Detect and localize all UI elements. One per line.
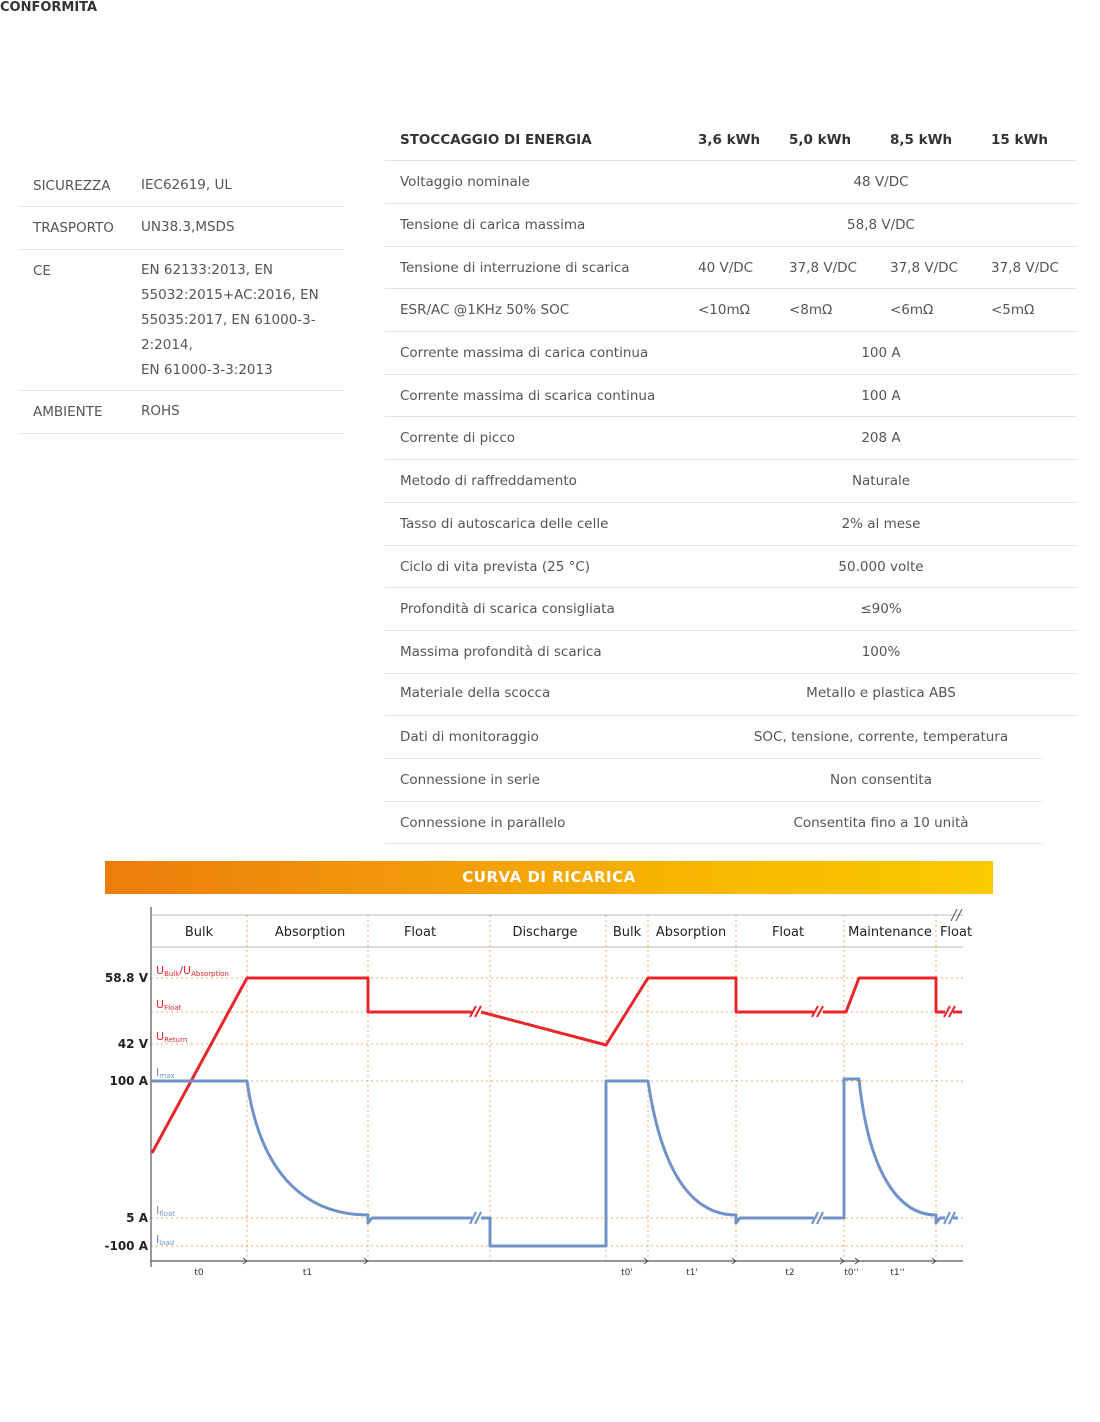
row-label: ESR/AC @1KHz 50% SOC — [400, 302, 570, 318]
series-label-sub: load — [159, 1239, 175, 1247]
grid-lines — [151, 915, 963, 1261]
series-label-main: I — [156, 1233, 160, 1246]
series-label-main: U — [156, 964, 165, 977]
row-value: <5mΩ — [991, 302, 1035, 318]
row-label: Connessione in serie — [400, 772, 540, 788]
series-label — [156, 998, 182, 1012]
row-label: Voltaggio nominale — [400, 174, 530, 190]
table-header-row — [385, 119, 1077, 161]
row-value: Naturale — [851, 473, 911, 489]
row-value: 100% — [861, 644, 901, 660]
series-label-sub: max — [159, 1072, 175, 1080]
row-label: Ciclo di vita prevista (25 °C) — [400, 559, 591, 575]
row-value: ≤90% — [860, 601, 902, 617]
y-axis-label: 100 A — [109, 1074, 148, 1088]
phase-label: Maintenance — [848, 925, 932, 940]
column-header: 3,6 kWh — [698, 132, 761, 148]
time-label: t2 — [785, 1268, 795, 1278]
table-row — [385, 247, 1077, 289]
series-label — [156, 1204, 175, 1218]
conformita-value: UN38.3,MSDS — [141, 219, 235, 235]
row-label: Massima profondità di scarica — [400, 644, 602, 660]
column-header: 15 kWh — [991, 132, 1048, 148]
series-label — [156, 1030, 187, 1044]
table-row — [385, 631, 1077, 674]
chart-title: CURVA DI RICARICA — [462, 868, 636, 886]
table-row — [385, 588, 1077, 631]
row-value: 58,8 V/DC — [847, 217, 915, 233]
row-value: Non consentita — [830, 772, 932, 788]
series-label-main: U — [156, 998, 165, 1011]
table-row — [385, 716, 1043, 759]
row-value: 50.000 volte — [838, 559, 924, 575]
phase-label: Float — [403, 925, 437, 940]
phase-label: Discharge — [512, 925, 578, 940]
series-label — [156, 964, 229, 978]
ce-line: 55032:2015+AC:2016, EN — [141, 287, 319, 303]
time-label: t0'' — [844, 1268, 859, 1278]
time-label: t1' — [686, 1268, 698, 1278]
ce-line: EN 61000-3-3:2013 — [141, 362, 273, 378]
ce-line: EN 62133:2013, EN — [141, 262, 273, 278]
series-label-main: I — [156, 1204, 160, 1217]
row-value: SOC, tensione, corrente, temperatura — [753, 729, 1009, 745]
row-value: 208 A — [861, 430, 901, 446]
y-axis-label: -100 A — [105, 1239, 148, 1253]
time-label: t1'' — [890, 1268, 905, 1278]
row-value: 48 V/DC — [853, 174, 909, 190]
row-label: Dati di monitoraggio — [400, 729, 539, 745]
table-row — [385, 460, 1077, 503]
row-label: Corrente di picco — [400, 430, 516, 446]
table-row — [385, 759, 1043, 802]
row-label: Corrente massima di scarica continua — [400, 388, 656, 404]
table-row — [385, 546, 1077, 588]
series-label-sub: Float — [164, 1004, 182, 1012]
phase-label: Bulk — [184, 925, 214, 940]
row-value: <6mΩ — [890, 302, 934, 318]
table-row — [385, 802, 1043, 844]
charging-curve-diagram — [105, 895, 985, 1285]
row-label: Tasso di autoscarica delle celle — [400, 516, 609, 532]
phase-label: Float — [771, 925, 805, 940]
series-label-main: U — [183, 964, 192, 977]
table-row — [385, 289, 1077, 332]
voltage-curve — [152, 978, 962, 1153]
conformita-row — [19, 165, 343, 207]
conformita-value: IEC62619, UL — [141, 177, 232, 193]
conformita-row — [19, 391, 343, 434]
ce-line: 55035:2017, EN 61000-3- — [141, 312, 316, 328]
ce-line: 2:2014, — [141, 337, 193, 353]
phase-label: Float — [939, 925, 973, 940]
column-header: 8,5 kWh — [890, 132, 953, 148]
time-label: t1 — [302, 1268, 313, 1278]
series-label-sub: Bulk — [164, 970, 180, 978]
curves — [152, 978, 962, 1246]
row-value: 100 A — [861, 388, 901, 404]
row-value: 37,8 V/DC — [890, 260, 958, 276]
row-label: Metodo di raffreddamento — [400, 473, 577, 489]
y-axis-label: 42 V — [117, 1037, 148, 1051]
phase-label: Bulk — [612, 925, 642, 940]
row-label: Profondità di scarica consigliata — [400, 601, 615, 617]
series-label-main: I — [156, 1066, 160, 1079]
row-value: Consentita fino a 10 unità — [793, 815, 969, 831]
row-value: 2% al mese — [841, 516, 921, 532]
row-value: 37,8 V/DC — [991, 260, 1059, 276]
table-row — [385, 161, 1077, 204]
table-header-title: STOCCAGGIO DI ENERGIA — [400, 132, 592, 148]
y-axis-labels — [105, 971, 149, 1253]
row-label: Corrente massima di carica continua — [400, 345, 649, 361]
series-label — [156, 1233, 174, 1247]
series-label-sep: / — [179, 964, 184, 977]
series-label-sub: Return — [164, 1036, 188, 1044]
conformita-label: CE — [33, 263, 51, 279]
time-label: t0 — [194, 1268, 204, 1278]
conformita-label: SICUREZZA — [33, 178, 111, 194]
row-value: 40 V/DC — [698, 260, 754, 276]
row-value: <10mΩ — [698, 302, 750, 318]
row-value: Metallo e plastica ABS — [806, 685, 956, 701]
y-axis-label: 58.8 V — [105, 971, 148, 985]
table-row — [385, 503, 1077, 546]
series-label-sub: float — [159, 1210, 175, 1218]
phase-label: Absorption — [655, 925, 727, 940]
conformita-title: CONFORMITÀ — [0, 0, 98, 15]
row-value: 37,8 V/DC — [789, 260, 857, 276]
table-row — [385, 375, 1077, 417]
series-label — [156, 1066, 175, 1080]
row-label: Materiale della scocca — [400, 685, 551, 701]
chart-banner — [105, 861, 993, 894]
table-row — [385, 332, 1077, 375]
conformita-value — [141, 258, 331, 383]
row-value: <8mΩ — [789, 302, 833, 318]
column-header: 5,0 kWh — [789, 132, 852, 148]
table-row — [385, 674, 1077, 716]
conformita-label: AMBIENTE — [33, 404, 103, 420]
series-label-sub: Absorption — [191, 970, 229, 978]
conformita-label: TRASPORTO — [33, 220, 114, 236]
row-value: 100 A — [861, 345, 901, 361]
y-axis-label: 5 A — [126, 1211, 148, 1225]
conformita-value: ROHS — [141, 403, 180, 419]
table-row — [385, 417, 1077, 460]
conformita-row — [19, 250, 343, 391]
time-label: t0' — [621, 1268, 633, 1278]
row-label: Tensione di carica massima — [400, 217, 586, 233]
conformita-row — [19, 207, 343, 250]
phase-label: Absorption — [274, 925, 346, 940]
row-label: Tensione di interruzione di scarica — [400, 260, 630, 276]
current-curve — [152, 1079, 958, 1246]
axes — [151, 907, 963, 1267]
table-row — [385, 204, 1077, 247]
series-label-main: U — [156, 1030, 165, 1043]
row-label: Connessione in parallelo — [400, 815, 566, 831]
phase-labels — [185, 925, 972, 940]
series-labels — [156, 964, 229, 1247]
